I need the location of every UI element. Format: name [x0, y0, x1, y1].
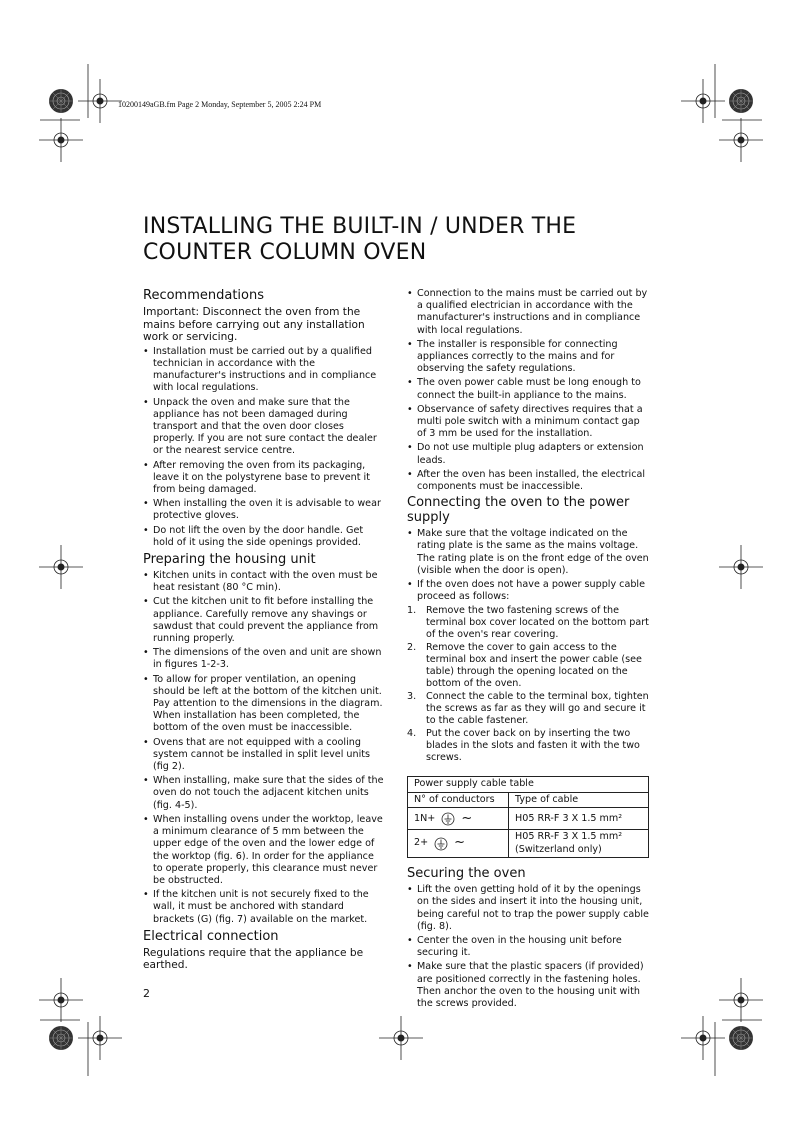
cable-value: H05 RR-F 3 X 1.5 mm²: [515, 831, 623, 843]
power-steps: [407, 605, 649, 764]
table-row: [408, 830, 649, 858]
page-title: INSTALLING THE BUILT-IN / UNDER THE COUNTER COLUMN OVEN: [143, 214, 577, 265]
right-column: [407, 288, 649, 1012]
list-item: • If the kitchen unit is not securely fixed to the wall, it must be anchored with standard brackets (G) (fig. 7) available on the market.: [143, 889, 385, 926]
list-item: • Kitchen units in contact with the oven must be heat resistant (80 °C min).: [143, 570, 385, 594]
step-text: Remove the cover to gain access to the terminal box and insert the power cable (see table) through the opening located on the bottom of the oven.: [426, 642, 642, 690]
conductors-value: 1N+: [414, 812, 436, 824]
table-row: [408, 808, 649, 830]
step-item: [407, 605, 649, 641]
list-item: • The oven power cable must be long enough to connect the built-in appliance to the mains.: [407, 377, 649, 401]
electrical-intro: Regulations require that the appliance be earthed.: [143, 946, 364, 972]
electrical-heading: Electrical connection: [143, 928, 279, 944]
recommendations-list: [143, 346, 385, 549]
page-number: 2: [143, 987, 150, 1000]
list-item: • Do not lift the oven by the door handle. Get hold of it using the side openings provided.: [143, 525, 385, 549]
list-item: • Do not use multiple plug adapters or extension leads.: [407, 442, 649, 466]
step-number: 1.: [407, 605, 417, 617]
list-item: • Installation must be carried out by a qualified technician in accordance with the manufacturer's instructions and in compliance with local regulations.: [143, 346, 385, 395]
table-header-conductors: N° of conductors: [408, 792, 509, 807]
step-number: 2.: [407, 642, 417, 654]
electrical-list: [407, 288, 649, 493]
list-item: • When installing ovens under the worktop, leave a minimum clearance of 5 mm between the upper edge of the oven and the lower edge of the worktop (fig. 6). In order for the appliance to operate properly, this clearance must never be obstructed.: [143, 814, 385, 887]
list-item: • The dimensions of the oven and unit are shown in figures 1-2-3.: [143, 647, 385, 671]
power-list: [407, 528, 649, 603]
list-item: • Center the oven in the housing unit before securing it.: [407, 935, 649, 959]
cable-note: (Switzerland only): [515, 843, 602, 855]
housing-list: [143, 570, 385, 926]
list-item: • Cut the kitchen unit to fit before installing the appliance. Carefully remove any shavings or sawdust that could prevent the appliance from running properly.: [143, 596, 385, 645]
list-item: • After removing the oven from its packaging, leave it on the polystyrene base to prevent it from being damaged.: [143, 460, 385, 497]
step-text: Put the cover back on by inserting the two blades in the slots and fasten it with the two screws.: [426, 728, 640, 764]
step-number: 4.: [407, 728, 417, 740]
left-column: [143, 288, 385, 974]
step-text: Remove the two fastening screws of the terminal box cover located on the bottom part of the oven's rear covering.: [426, 605, 649, 641]
ac-icon: ~: [461, 810, 473, 826]
step-item: [407, 728, 649, 764]
recommendations-intro: Important: Disconnect the oven from the mains before carrying out any installation work or servicing.: [143, 306, 365, 344]
table-header-cable: Type of cable: [509, 792, 649, 807]
list-item: • Lift the oven getting hold of it by the openings on the sides and insert it into the housing unit, being careful not to trap the power supply cable (fig. 8).: [407, 884, 649, 933]
list-item: • If the oven does not have a power supply cable proceed as follows:: [407, 579, 649, 603]
power-cable-table: [407, 776, 649, 858]
list-item: • The installer is responsible for connecting appliances correctly to the mains and for observing the safety regulations.: [407, 339, 649, 376]
cable-cell: H05 RR-F 3 X 1.5 mm²: [509, 808, 649, 830]
list-item: • Connection to the mains must be carried out by a qualified electrician in accordance with the manufacturer's instructions and in compliance with local regulations.: [407, 288, 649, 337]
list-item: • Observance of safety directives requires that a multi pole switch with a minimum contact gap of 3 mm be used for the installation.: [407, 404, 649, 441]
housing-heading: Preparing the housing unit: [143, 552, 316, 568]
print-info: 10200149aGB.fm Page 2 Monday, September 5, 2005 2:24 PM: [118, 100, 322, 109]
table-caption: Power supply cable table: [408, 777, 649, 792]
step-item: [407, 642, 649, 690]
step-item: [407, 691, 649, 727]
power-heading: Connecting the oven to the power supply: [407, 495, 630, 526]
list-item: • Ovens that are not equipped with a cooling system cannot be installed in split level units (fig 2).: [143, 737, 385, 774]
cable-cell: [509, 830, 649, 858]
securing-list: [407, 884, 649, 1010]
list-item: • Make sure that the plastic spacers (if provided) are positioned correctly in the fastening holes. Then anchor the oven to the housing unit with the screws provided.: [407, 961, 649, 1010]
conductors-value: 2+: [414, 837, 429, 849]
ac-icon: ~: [454, 835, 466, 851]
conductors-cell: [408, 830, 509, 858]
recommendations-heading: Recommendations: [143, 288, 265, 303]
securing-heading: Securing the oven: [407, 866, 526, 882]
list-item: • When installing the oven it is advisable to wear protective gloves.: [143, 498, 385, 522]
list-item: • Unpack the oven and make sure that the appliance has not been damaged during transport and that the oven door closes properly. If you are not sure contact the dealer or the nearest service centre.: [143, 397, 385, 458]
step-number: 3.: [407, 691, 417, 703]
conductors-cell: [408, 808, 509, 830]
earth-icon: [434, 837, 448, 851]
list-item: • When installing, make sure that the sides of the oven do not touch the adjacent kitchen units (fig. 4-5).: [143, 775, 385, 812]
list-item: • After the oven has been installed, the electrical components must be inaccessible.: [407, 469, 649, 493]
list-item: • To allow for proper ventilation, an opening should be left at the bottom of the kitchen unit. Pay attention to the dimensions in the diagram. When installation has been completed, the bottom of the oven must be inaccessible.: [143, 674, 385, 735]
list-item: • Make sure that the voltage indicated on the rating plate is the same as the mains voltage. The rating plate is on the front edge of the oven (visible when the door is open).: [407, 528, 649, 577]
earth-icon: [441, 812, 455, 826]
step-text: Connect the cable to the terminal box, tighten the screws as far as they will go and secure it to the cable fastener.: [426, 691, 649, 727]
